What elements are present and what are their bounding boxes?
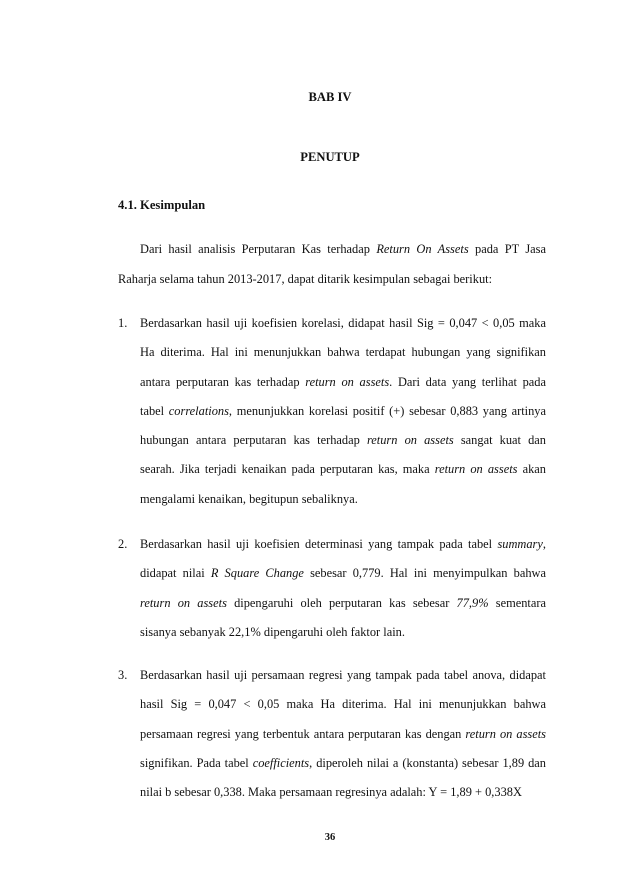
item-line xyxy=(140,368,546,397)
item-line xyxy=(140,426,546,455)
item-number: 3. xyxy=(118,668,128,682)
text: sangat kuat dan xyxy=(460,433,546,448)
intro-line-2: Raharja selama tahun 2013-2017, dapat ditarik kesimpulan sebagai berikut: xyxy=(118,272,493,286)
page-number: 36 xyxy=(324,832,336,843)
italic-term: 77,9% xyxy=(456,595,489,610)
intro-text-end: pada PT Jasa xyxy=(475,242,546,256)
intro-text: Dari hasil analisis Perputaran Kas terhadap xyxy=(140,242,370,256)
text: Berdasarkan hasil uji koefisien determinasi yang tampak pada tabel xyxy=(140,537,493,551)
item-line xyxy=(140,720,546,749)
item-line xyxy=(140,559,546,588)
item-line xyxy=(140,455,546,484)
text: akan xyxy=(522,462,546,477)
item-body xyxy=(140,661,546,807)
intro-line-1 xyxy=(118,234,546,264)
italic-term: correlations xyxy=(168,403,229,418)
text: . Dari data yang terlihat pada xyxy=(389,374,546,389)
italic-term: coefficients xyxy=(252,755,310,770)
item-line: sisanya sebanyak 22,1% dipengaruhi oleh faktor lain. xyxy=(140,624,405,639)
item-body xyxy=(140,530,546,647)
section-heading: 4.1. Kesimpulan xyxy=(118,198,206,212)
item-line xyxy=(140,749,546,778)
intro-italic: Return On Assets xyxy=(376,242,469,256)
text: signifikan. Pada tabel xyxy=(140,755,249,770)
intro-paragraph xyxy=(118,234,546,294)
item-line: Ha diterima. Hal ini menunjukkan bahwa terdapat hubungan yang signifikan xyxy=(140,345,546,360)
list-item xyxy=(118,309,546,514)
text: , diperoleh nilai a (konstanta) sebesar 1,89 dan xyxy=(309,755,547,770)
chapter-title: PENUTUP xyxy=(300,150,360,164)
italic-term: return on assets xyxy=(140,595,227,610)
item-line xyxy=(140,589,546,618)
item-line xyxy=(140,397,546,426)
text: persamaan regresi yang terbentuk antara perputaran kas dengan xyxy=(140,726,462,741)
item-line: mengalami kenaikan, begitupun sebaliknya. xyxy=(140,491,358,506)
item-line: nilai b sebesar 0,338. Maka persamaan regresinya adalah: Y = 1,89 + 0,338X xyxy=(140,785,522,800)
text: tabel xyxy=(140,403,165,418)
text: , menunjukkan korelasi positif (+) sebesar 0,883 yang artinya xyxy=(228,403,546,418)
italic-term: return on assets xyxy=(465,726,546,741)
text: antara perputaran kas terhadap xyxy=(140,374,300,389)
item-line: hasil Sig = 0,047 < 0,05 maka Ha diterima. Hal ini menunjukkan bahwa xyxy=(140,697,546,712)
list-item xyxy=(118,530,546,647)
item-line: Berdasarkan hasil uji persamaan regresi yang tampak pada tabel anova, didapat xyxy=(140,668,546,682)
item-line: Berdasarkan hasil uji koefisien korelasi, didapat hasil Sig = 0,047 < 0,05 maka xyxy=(140,316,546,330)
item-number: 2. xyxy=(118,537,128,551)
item-line xyxy=(140,530,546,559)
text: dipengaruhi oleh perputaran kas sebesar xyxy=(234,595,450,610)
italic-term: return on assets xyxy=(305,374,390,389)
text: searah. Jika terjadi kenaikan pada perputaran kas, maka xyxy=(140,462,430,477)
text: didapat nilai xyxy=(140,566,205,581)
item-body xyxy=(140,309,546,514)
chapter-heading: BAB IV xyxy=(308,90,352,104)
text: , xyxy=(542,537,546,551)
italic-term: summary xyxy=(497,537,543,551)
text: sebesar 0,779. Hal ini menyimpulkan bahwa xyxy=(310,566,546,581)
italic-term: return on assets xyxy=(366,433,454,448)
list-item xyxy=(118,661,546,807)
text: sementara xyxy=(495,595,546,610)
italic-term: R Square Change xyxy=(210,566,304,581)
italic-term: return on assets xyxy=(434,462,518,477)
text: hubungan antara perputaran kas terhadap xyxy=(140,433,360,448)
item-number: 1. xyxy=(118,316,128,330)
